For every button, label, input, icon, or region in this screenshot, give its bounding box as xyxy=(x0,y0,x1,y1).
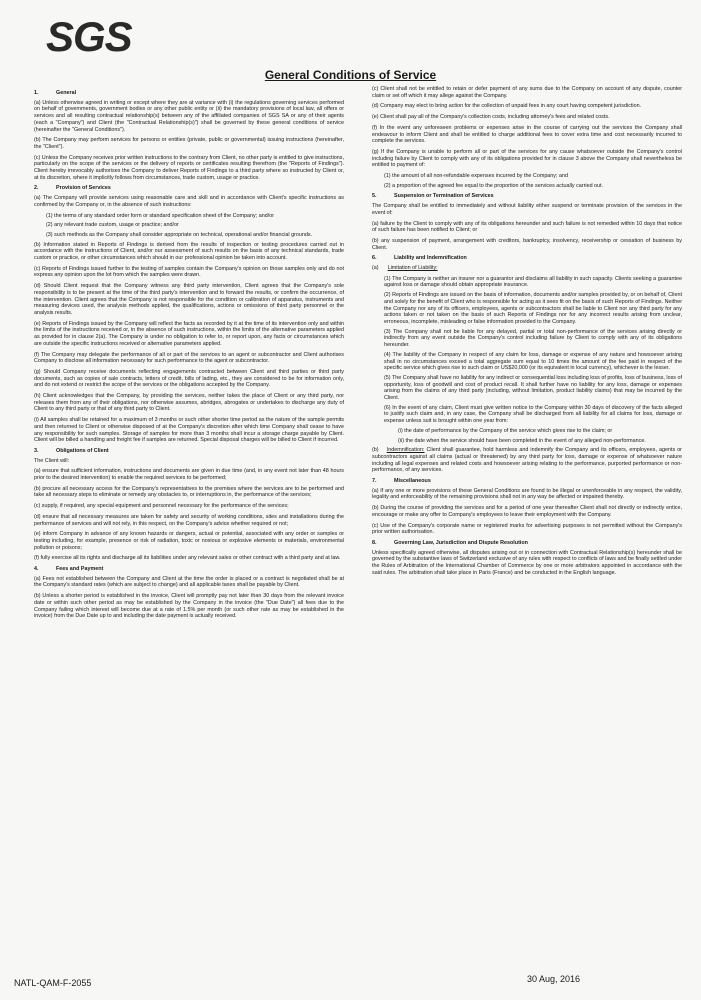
clause: (i) All samples shall be retained for a maximum of 3 months or such other shorter time period as the nature of the sample permits and then returned to Client or otherwise disposed of at the Company's discretion after which time Company shall cease to have any responsibility for such samples. Storage of samples for more than 3 months shall incur a storage charge payable by Client. Client will be billed a handling and freight fee if samples are returned. Special disposal charges will be billed to Client if incurred. xyxy=(34,417,344,444)
clause: (f) The Company may delegate the performance of all or part of the services to an agent or subcontractor and Client authorises Company to disclose all information necessary for such performance to the agent or subcontractor. xyxy=(34,351,344,365)
clause: (a) ensure that sufficient information, instructions and documents are given in due time (and, in any event not later than 48 hours prior to the desired intervention) to enable the required services to be performed; xyxy=(34,468,344,482)
sub-clause: (4) The liability of the Company in respect of any claim for loss, damage or expense of any nature and howsoever arising shall in no circumstances exceed a total aggregate sum equal to 10 times the amount of the fee paid in respect of the specific service which gives rise to such claim or US$20,000 (or its equivalent in local currency), whichever is the lesser. xyxy=(384,351,682,372)
clause: (b) Unless a shorter period is established in the invoice, Client will promptly pay not later than 30 days from the relevant invoice date or within such other period as may be established by the Company in the invoice (the "Due Date") all fees due to the Company failing which interest will become due at a rate of 1.5% per month (or such other rate as may be established in the invoice) from the Due Date up to and including the date payment is actually received. xyxy=(34,593,344,620)
sub-clause: (1) the amount of all non-refundable expenses incurred by the Company; and xyxy=(384,173,568,180)
clause: (b) Information stated in Reports of Findings is derived from the results of inspection or testing procedures carried out in accordance with the instructions of Client, and/or our assessment of such results on the basis of any technical standards, trade custom or practice, or other circumstances which should in our professional opinion be taken into account. xyxy=(34,241,344,262)
clause: (c) Use of the Company's corporate name or registered marks for advertising purposes is not permitted without the Company's prior written authorisation. xyxy=(372,522,682,536)
section-heading: 4. Fees and Payment xyxy=(34,566,104,573)
clause: (a) Fees not established between the Company and Client at the time the order is placed or a contract is negotiated shall be at the Company's standard rates (which are subject to change) and all applicable taxes shall be payable by Client. xyxy=(34,575,344,589)
clause: (c) Unless the Company receives prior written instructions to the contrary from Client, no other party is entitled to give instructions, particularly on the scope of the services or the delivery of reports or certificates resulting therefrom (the "Reports of Findings"). Client hereby irrevocably authorises the Company to deliver Reports of Findings to a third party where so instructed by Client or, at its discretion, where it implicitly follows from circumstances, trade custom, usage or practice. xyxy=(34,154,344,181)
clause: (d) ensure that all necessary measures are taken for safety and security of working conditions, sites and installations during the performance of services and will not rely, in this respect, on the Company's advice whether required or not; xyxy=(34,513,344,527)
clause: (c) supply, if required, any special equipment and personnel necessary for the performance of the services; xyxy=(34,503,289,510)
clause-label: (a) Limitation of Liability: xyxy=(372,265,438,272)
clause: (b) procure all necessary access for the Company's representatives to the premises where the services are to be performed and take all necessary steps to eliminate or remedy any obstacles to, or interruptions in, the performance of the services; xyxy=(34,485,344,499)
clause: (a) If any one or more provisions of these General Conditions are found to be illegal or unenforceable in any respect, the validity, legality and enforceability of the remaining provisions shall not in any way be affected or impaired thereby. xyxy=(372,487,682,501)
form-code: NATL-QAM-F-2055 xyxy=(14,978,92,988)
clause: (h) Client acknowledges that the Company, by providing the services, neither takes the place of Client or any third party, nor releases them from any of their obligations, nor otherwise assumes, abridges, abrogates or undertakes to discharge any duty of Client to any third party or that of any third party to Client. xyxy=(34,393,344,413)
sub-clause: (2) Reports of Findings are issued on the basis of information, documents and/or samples provided by, or on behalf of, Client and solely for the benefit of Client who is responsible for acting as it sees fit on the basis of such Reports of Findings. Neither the Company nor any of its officers, employees, agents or subcontractors shall be liable to Client nor any third party for any actions taken or not taken on the basis of such Reports of Findings nor for any incorrect results arising from unclear, erroneous, incomplete, misleading or false information provided to the Company. xyxy=(384,292,682,325)
clause: Unless specifically agreed otherwise, all disputes arising out or in connection with Contractual Relationship(s) hereunder shall be governed by the substantive laws of Switzerland exclusive of any rules with respect to conflicts of laws and be finally settled under the Rules of Arbitration of the International Chamber of Commerce by one or more arbitrators appointed in accordance with the said rules. The arbitration shall take place in Paris (France) and be conducted in the English language. xyxy=(372,549,682,576)
clause: (f) fully exercise all its rights and discharge all its liabilities under any relevant sales or other contract with a third party and at law. xyxy=(34,555,341,562)
clause: The Client will: xyxy=(34,457,70,464)
clause: (b) The Company may perform services for persons or entities (private, public or governmental) issuing instructions (hereinafter, the "Client"). xyxy=(34,137,344,150)
section-heading: 2. Provision of Services xyxy=(34,185,111,192)
clause: (b) During the course of providing the services and for a period of one year thereafter Client shall not directly or indirectly entice, encourage or make any offer to Company's employees to leave their employment with the Company. xyxy=(372,505,682,518)
sub-clause: (5) The Company shall have no liability for any indirect or consequential loss including loss of profits, loss of business, loss of opportunity, loss of goodwill and cost of product recall. It shall further have no liability for any loss, damage or expenses arising from the claims of any third party (including, without limitation, product liability claims) that may be incurred by the Client. xyxy=(384,374,682,402)
sub-clause: (2) any relevant trade custom, usage or practice; and/or xyxy=(46,222,179,229)
sub-clause: (3) The Company shall not be liable for any delayed, partial or total non-performance of the services arising directly or indirectly from any event outside the Company's control including failure by Client to comply with any of its obligations hereunder. xyxy=(384,328,682,349)
section-heading: 1. General xyxy=(34,90,77,96)
page-title: General Conditions of Service xyxy=(264,68,437,82)
revision-date: 30 Aug, 2016 xyxy=(527,974,581,984)
clause: (d) Company may elect to bring action for the collection of unpaid fees in any court having competent jurisdiction. xyxy=(372,103,642,110)
section-heading: 8. Governing Law, Jurisdiction and Dispute Resolution xyxy=(372,539,528,546)
clause: (e) Reports of Findings issued by the Company will reflect the facts as recorded by it at the time of its intervention only and within the limits of the instructions received or, in the absence of such instructions, within the limits of the alternative parameters applied as provided for in clause 2(a). The Company is under no obligation to refer to, or report upon, any facts or circumstances which are outside the specific instructions received or alternative parameters applied. xyxy=(34,320,344,347)
clause: (g) If the Company is unable to perform all or part of the services for any cause whatsoever outside the Company's control including failure by Client to comply with any of its obligations provided for in clause 3 above the Company shall nevertheless be entitled to payment of: xyxy=(372,148,682,169)
clause: (a) The Company will provide services using reasonable care and skill and in accordance with Client's specific instructions as confirmed by the Company or, in the absence of such instructions: xyxy=(34,195,344,208)
clause: (a) failure by the Client to comply with any of its obligations hereunder and such failure is not remedied within 10 days that notice of such failure has been notified to Client; or xyxy=(372,220,682,234)
sub-clause: (3) such methods as the Company shall consider appropriate on technical, operational and/or financial grounds. xyxy=(46,231,313,238)
sub-clause: (2) a proportion of the agreed fee equal to the proportion of the services actually carried out. xyxy=(384,182,604,189)
sub-clause: (1) the terms of any standard order form or standard specification sheet of the Company; and/or xyxy=(46,212,275,219)
section-heading: 3. Obligations of Client xyxy=(34,447,109,454)
sub-clause: (1) The Company is neither an insurer nor a guarantor and disclaims all liability in such capacity. Clients seeking a guarantee against loss or damage should obtain appropriate insurance. xyxy=(384,275,682,289)
clause: (g) Should Company receive documents reflecting engagements contracted between Client and third parties or third party documents, such as copies of sale contracts, letters of credit, bills of lading, etc., they are considered to be for information only, and do not extend or restrict the scope of the services or the obligations accepted by the Company. xyxy=(34,368,344,389)
left-column xyxy=(34,86,344,624)
clause: (c) Reports of Findings issued further to the testing of samples contain the Company's opinion on those samples only and do not express any opinion upon the lot from which the samples were drawn. xyxy=(34,265,344,279)
clause: (e) Client shall pay all of the Company's collection costs, including attorney's fees and related costs. xyxy=(372,114,610,121)
sub-sub-clause: (ii) the date when the service should have been completed in the event of any alleged non-performance. xyxy=(398,437,646,444)
clause: (b) any suspension of payment, arrangement with creditors, bankruptcy, insolvency, receivership or cessation of business by Client. xyxy=(372,237,682,251)
right-column xyxy=(372,86,682,580)
clause: (d) Should Client request that the Company witness any third party intervention, Client agrees that the Company's sole responsibility is to be present at the time of the third party's intervention and to forward the results, or confirm the occurrence, of the intervention. Client agrees that the Company is not responsible for the condition or calibration of apparatus, instruments and measuring devices used, the analysis methods applied, the qualifications, actions or omissions of third party personnel or the analysis results. xyxy=(34,283,344,316)
section-heading: 6. Liability and Indemnification xyxy=(372,255,467,262)
clause: (a) Unless otherwise agreed in writing or except where they are at variance with (i) the regulations governing services performed on behalf of governments, government bodies or any other public entity or (ii) the mandatory provisions of local law, all offers or services and all resulting contractual relationship(s) between any of the affiliated companies of SGS SA or any of their agents (each a "Company") and Client (the "Contractual Relationship(s)") shall be governed by these general conditions of service (hereinafter the "General Conditions"). xyxy=(34,99,344,133)
sub-sub-clause: (i) the date of performance by the Company of the service which gives rise to the claim; or xyxy=(398,427,613,434)
section-heading: 5. Suspension or Termination of Services xyxy=(372,193,494,200)
section-heading: 7. Miscellaneous xyxy=(372,478,431,485)
sub-clause: (6) In the event of any claim, Client must give written notice to the Company within 30 days of discovery of the facts alleged to justify such claim and, in any case, the Company shall be discharged from all liability for all claims for loss, damage or expense unless suit is brought within one year from: xyxy=(384,404,682,425)
clause: (c) Client shall not be entitled to retain or defer payment of any sums due to the Company on account of any dispute, counter claim or set off which it may allege against the Company. xyxy=(372,86,682,99)
sgs-logo: SGS xyxy=(46,13,132,60)
clause: (e) inform Company in advance of any known hazards or dangers, actual or potential, associated with any order or samples or testing including, for example, presence or risk of radiation, toxic or noxious or explosive elements or materials, environmental pollution or poisons; xyxy=(34,531,344,551)
clause: The Company shall be entitled to immediately and without liability either suspend or terminate provision of the services in the event of: xyxy=(372,203,682,216)
clause: (b) Indemnification: Client shall guarantee, hold harmless and indemnify the Company and its officers, employees, agents or subcontractors against all claims (actual or threatened) by any third party for loss, damage or expense of whatsoever nature including all legal expenses and related costs and howsoever arising relating to the performance, purported performance or non-performance, of any services. xyxy=(372,447,682,474)
clause: (f) In the event any unforeseen problems or expenses arise in the course of carrying out the services the Company shall endeavour to inform Client and shall be entitled to charge additional fees to cover extra time and cost necessarily incurred to complete the services. xyxy=(372,124,682,145)
